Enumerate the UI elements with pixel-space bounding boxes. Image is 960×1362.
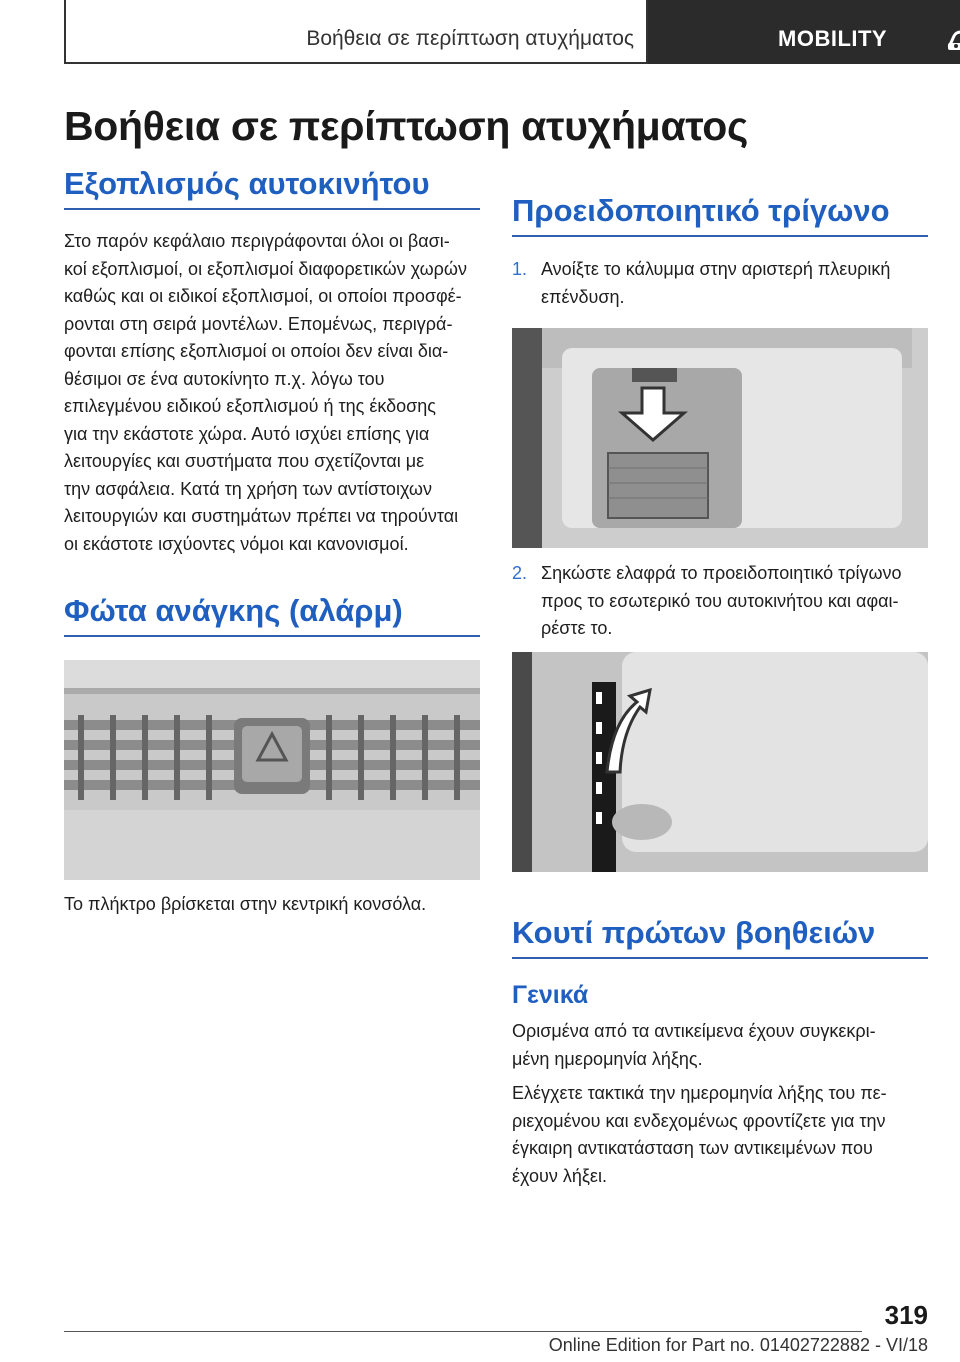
footer-edition: Online Edition for Part no. 01402722882 - VI/18: [548, 1335, 928, 1355]
step-1: 1. Ανοίξτε το κάλυμμα στην αριστερή πλευρική επένδυση.: [512, 256, 928, 311]
equipment-heading: Εξοπλισμός αυτοκινήτου: [64, 166, 480, 210]
chapter-title: Βοήθεια σε περίπτωση ατυχήματος: [306, 27, 634, 50]
general-paragraph-2: Ελέγχετε τακτικά την ημερομηνία λήξης του πε- ριεχομένου και ενδεχομένως φροντίζετε για την έγκαιρη αντικατάσταση των αντικειμένων που έχουν λήξει.: [512, 1083, 887, 1186]
hazard-caption: Το πλήκτρο βρίσκεται στην κεντρική κονσόλα.: [64, 894, 427, 914]
hazard-heading: Φώτα ανάγκης (αλάρμ): [64, 593, 480, 637]
step-2-container: [512, 560, 928, 643]
triangle-steps: [512, 256, 928, 311]
triangle-heading: Προειδοποιητικό τρίγωνο: [512, 193, 928, 237]
firstaid-section: [512, 915, 928, 1190]
car-icon: [946, 29, 960, 53]
general-paragraph-1: Ορισμένα από τα αντικείμενα έχουν συγκεκρι- μένη ημερομηνία λήξης.: [512, 1021, 876, 1069]
general-heading: Γενικά: [512, 981, 589, 1009]
chapter-tab: [64, 0, 648, 64]
hazard-section: [64, 593, 480, 637]
page-title: Βοήθεια σε περίπτωση ατυχήματος: [64, 103, 748, 149]
triangle-remove-image: [512, 652, 928, 872]
step-2-number: 2.: [512, 563, 528, 583]
mobility-label: MOBILITY: [778, 26, 888, 51]
page-header: [64, 0, 960, 64]
firstaid-heading: Κουτί πρώτων βοηθειών: [512, 915, 928, 959]
cover-open-image: [512, 328, 928, 548]
equipment-paragraph: Στο παρόν κεφάλαιο περιγράφονται όλοι οι βασι- κοί εξοπλισμοί, οι εξοπλισμοί διαφορετικών χωρών καθώς και οι ειδικοί εξοπλισμοί, οι οποίοι προσφέ- ρονται στη σειρά μοντέλων. Επομένως, περιγρά- φονται επίσης εξοπλισμοί οι οποίοι δεν είναι δια- θέσιμοι σε ένα αυτοκίνητο π.χ. λόγω του επιλεγμένου ειδικού εξοπλισμού ή της έκδοσης για την εκάστοτε χώρα. Αυτό ισχύει επίσης για λειτουργίες και συστήματα που σχετίζονται με την ασφάλεια. Κατά τη χρήση των αντίστοιχων λειτουργιών και συστημάτων πρέπει να τηρούνται οι εκάστοτε ισχύοντες νόμοι και κανονισμοί.: [64, 231, 467, 554]
mobility-tab: [648, 0, 960, 64]
triangle-steps-2: [512, 560, 928, 643]
hazard-button-image: [64, 660, 480, 880]
page-number: 319: [884, 1300, 928, 1330]
footer-divider: [64, 1331, 862, 1332]
step-2: 2. Σηκώστε ελαφρά το προειδοποιητικό τρίγωνο προς το εσωτερικό του αυτοκινήτου και αφαι- ρέστε το.: [512, 560, 928, 643]
left-column: [64, 166, 480, 558]
step-1-number: 1.: [512, 259, 528, 279]
triangle-section: [512, 193, 928, 311]
